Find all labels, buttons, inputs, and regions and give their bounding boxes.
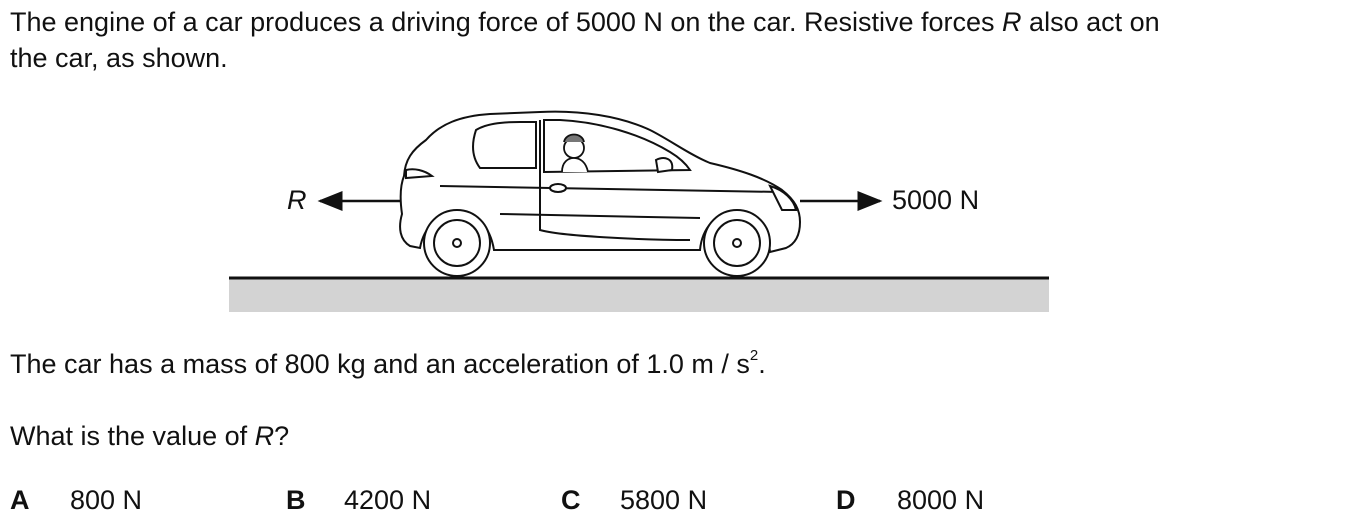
option-d-letter[interactable]: D — [836, 485, 856, 515]
car — [400, 112, 800, 252]
given-text-end: . — [758, 349, 766, 379]
ground-surface — [229, 278, 1049, 312]
intro-line-1 — [10, 4, 1160, 40]
given-information — [10, 346, 766, 382]
rear-window — [473, 122, 536, 168]
side-trim — [440, 186, 780, 192]
given-text: The car has a mass of 800 kg and an acceleration of 1.0 m / s — [10, 349, 750, 379]
tail-light — [406, 169, 432, 178]
question-end: ? — [274, 421, 290, 451]
option-c-letter[interactable]: C — [561, 485, 581, 515]
car-body-outline — [400, 112, 800, 252]
question-variable-r: R — [254, 421, 275, 451]
resistive-force-label: R — [287, 185, 307, 215]
intro-text-start: The engine of a car produces a driving force of 5000 N on the car. Resistive forces — [10, 7, 1003, 37]
door-handle — [550, 184, 566, 192]
option-d-value[interactable]: 8000 N — [897, 485, 985, 515]
lower-trim — [500, 214, 700, 218]
option-b-letter[interactable]: B — [286, 485, 306, 515]
question-text — [10, 418, 289, 454]
option-b-value[interactable]: 4200 N — [344, 485, 432, 515]
option-a-letter[interactable]: A — [10, 485, 30, 515]
door-outline — [540, 120, 690, 240]
driver — [562, 135, 588, 173]
intro-variable-r: R — [1002, 7, 1022, 37]
driving-force-label: 5000 N — [892, 185, 980, 215]
intro-text-end: also act on — [1021, 7, 1160, 37]
side-mirror — [656, 158, 672, 172]
rear-wheel — [424, 210, 490, 276]
given-exponent: 2 — [749, 347, 759, 364]
option-c-value[interactable]: 5800 N — [620, 485, 708, 515]
intro-line-2: the car, as shown. — [10, 43, 228, 73]
option-a-value[interactable]: 800 N — [70, 485, 143, 515]
front-wheel — [704, 210, 770, 276]
question-start: What is the value of — [10, 421, 255, 451]
front-window — [544, 120, 690, 172]
headlight — [770, 186, 796, 210]
